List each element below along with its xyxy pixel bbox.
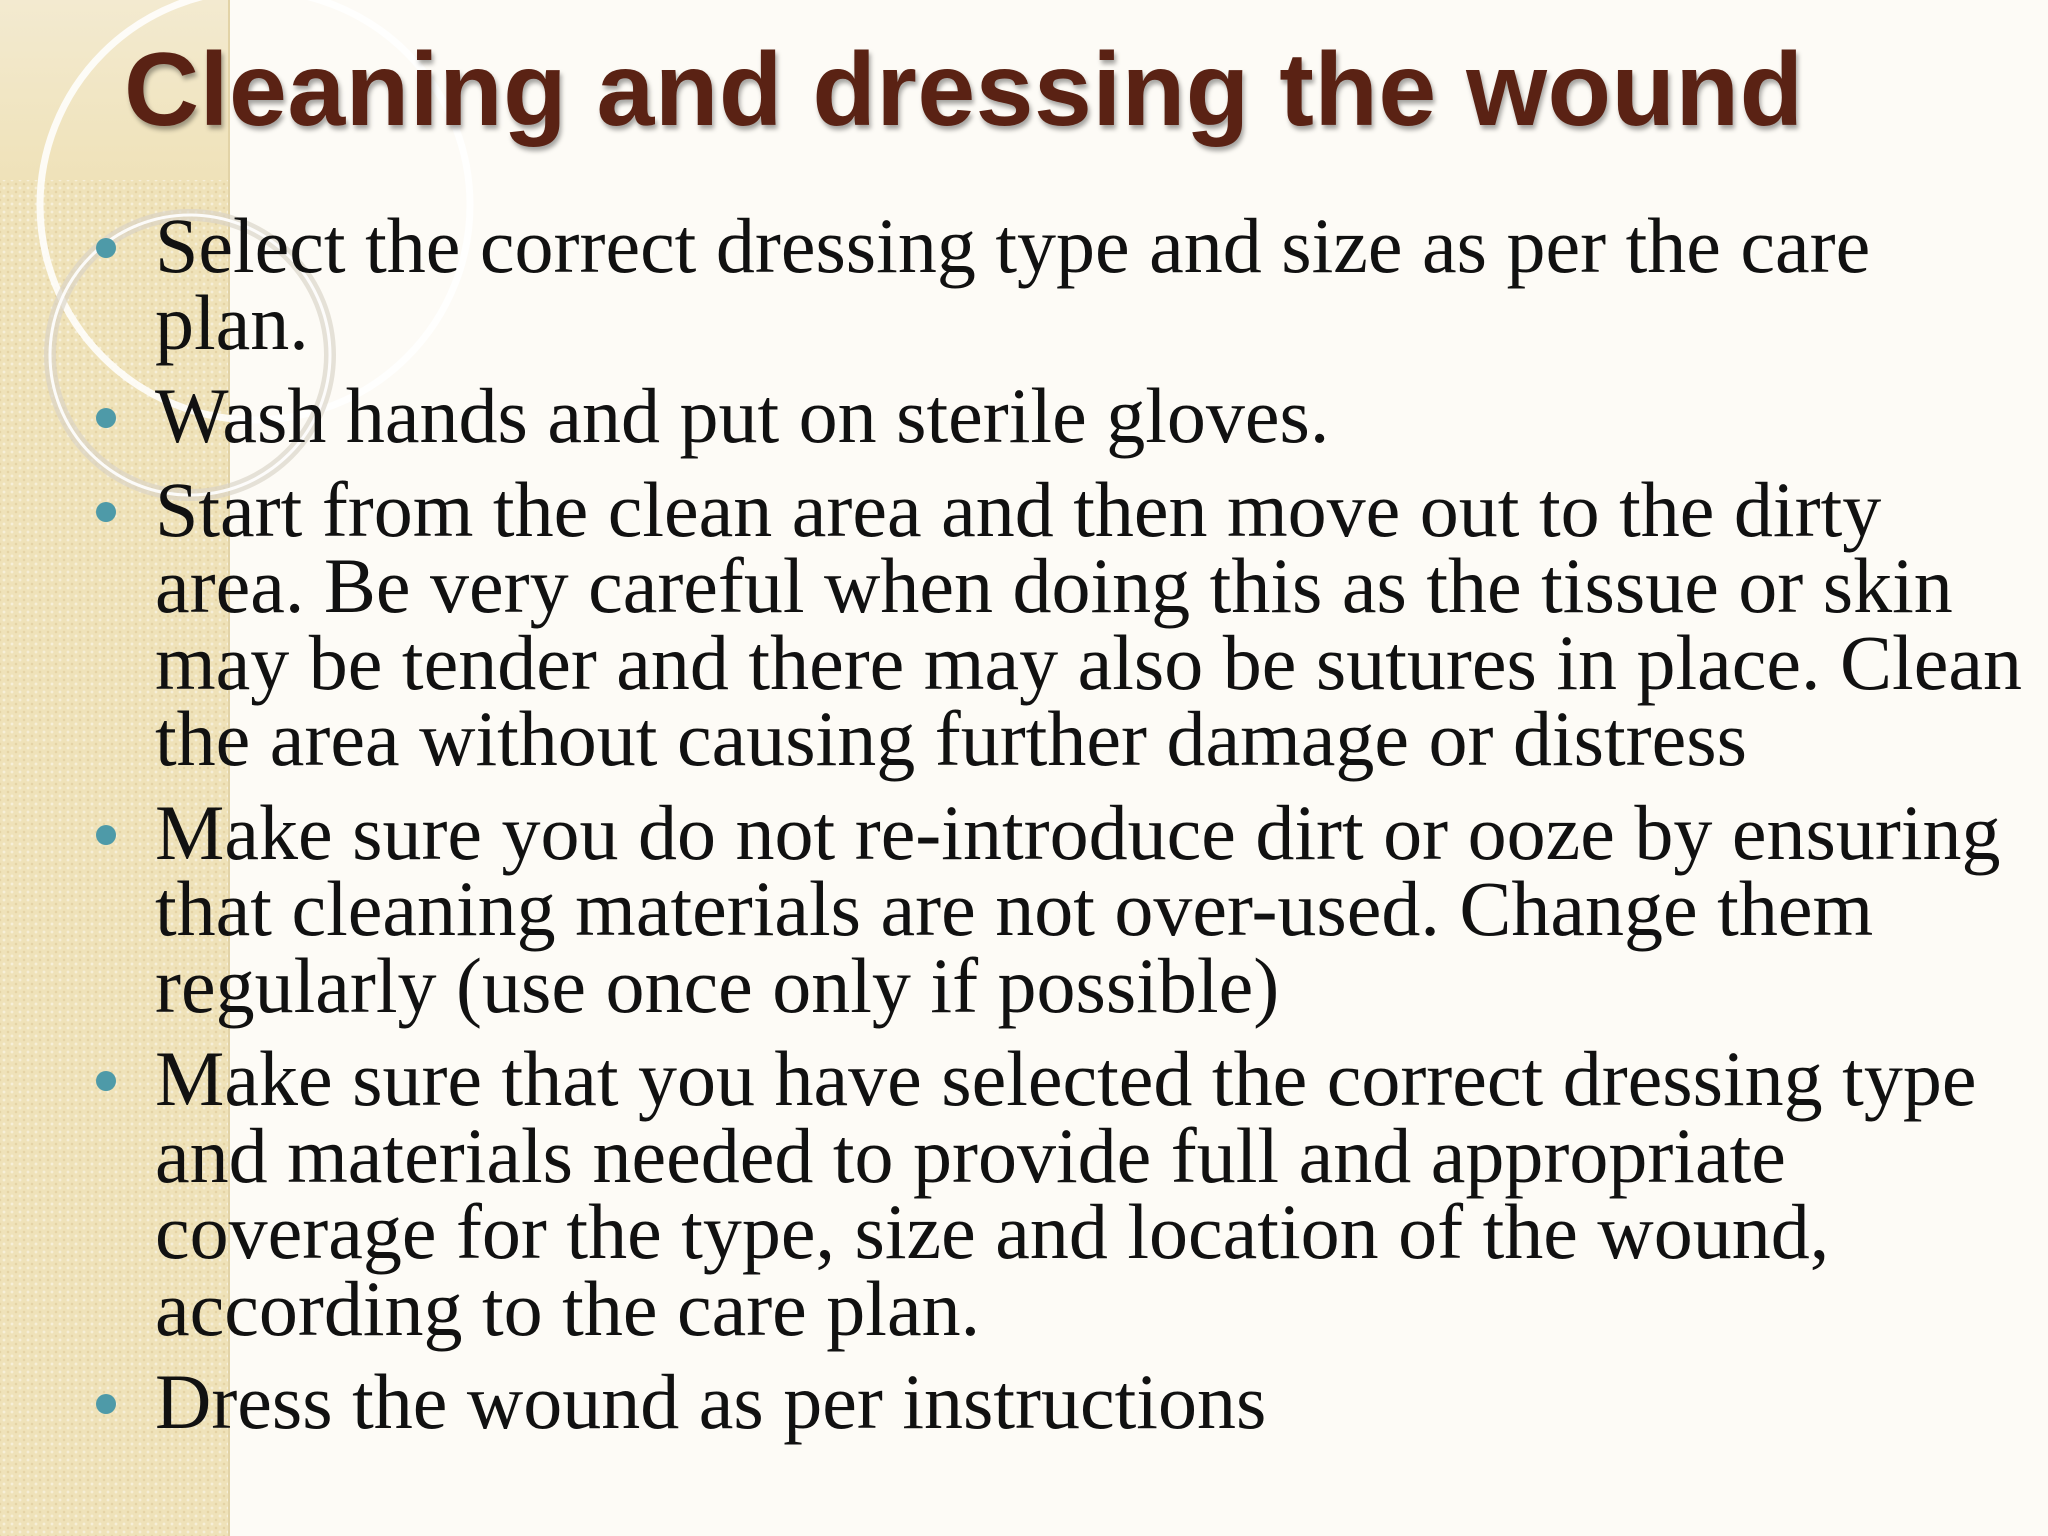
bullet-dot-icon [96, 502, 116, 522]
bullet-item [155, 1358, 2035, 1445]
bullet-text: Dress the wound as per instructions [155, 1358, 1267, 1445]
bullet-dot-icon [96, 408, 116, 428]
bullet-item [155, 202, 2035, 366]
bullet-text: Start from the clean area and then move out to the dirty area. Be very careful when doing this as the tissue or skin may be tender and there may also be sutures in place. Clean the area without causing further damage or distress [155, 465, 2022, 782]
bullet-item [155, 372, 2035, 459]
bullet-item [155, 1035, 2035, 1352]
bullet-item [155, 788, 2035, 1029]
slide-title: Cleaning and dressing the wound [124, 32, 1804, 148]
bullet-item [155, 465, 2035, 782]
bullet-list [155, 202, 2035, 1458]
bullet-dot-icon [96, 1394, 116, 1414]
bullet-text: Make sure that you have selected the correct dressing type and materials needed to provide full and appropriate coverage for the type, size and location of the wound, according to the care plan. [155, 1035, 1977, 1352]
bullet-dot-icon [96, 825, 116, 845]
bullet-text: Make sure you do not re-introduce dirt or ooze by ensuring that cleaning materials are not over-used. Change them regularly (use once only if possible) [155, 788, 2001, 1029]
bullet-text: Select the correct dressing type and size as per the care plan. [155, 202, 1871, 366]
bullet-dot-icon [96, 1071, 116, 1091]
bullet-text: Wash hands and put on sterile gloves. [155, 372, 1330, 459]
bullet-dot-icon [96, 238, 116, 258]
